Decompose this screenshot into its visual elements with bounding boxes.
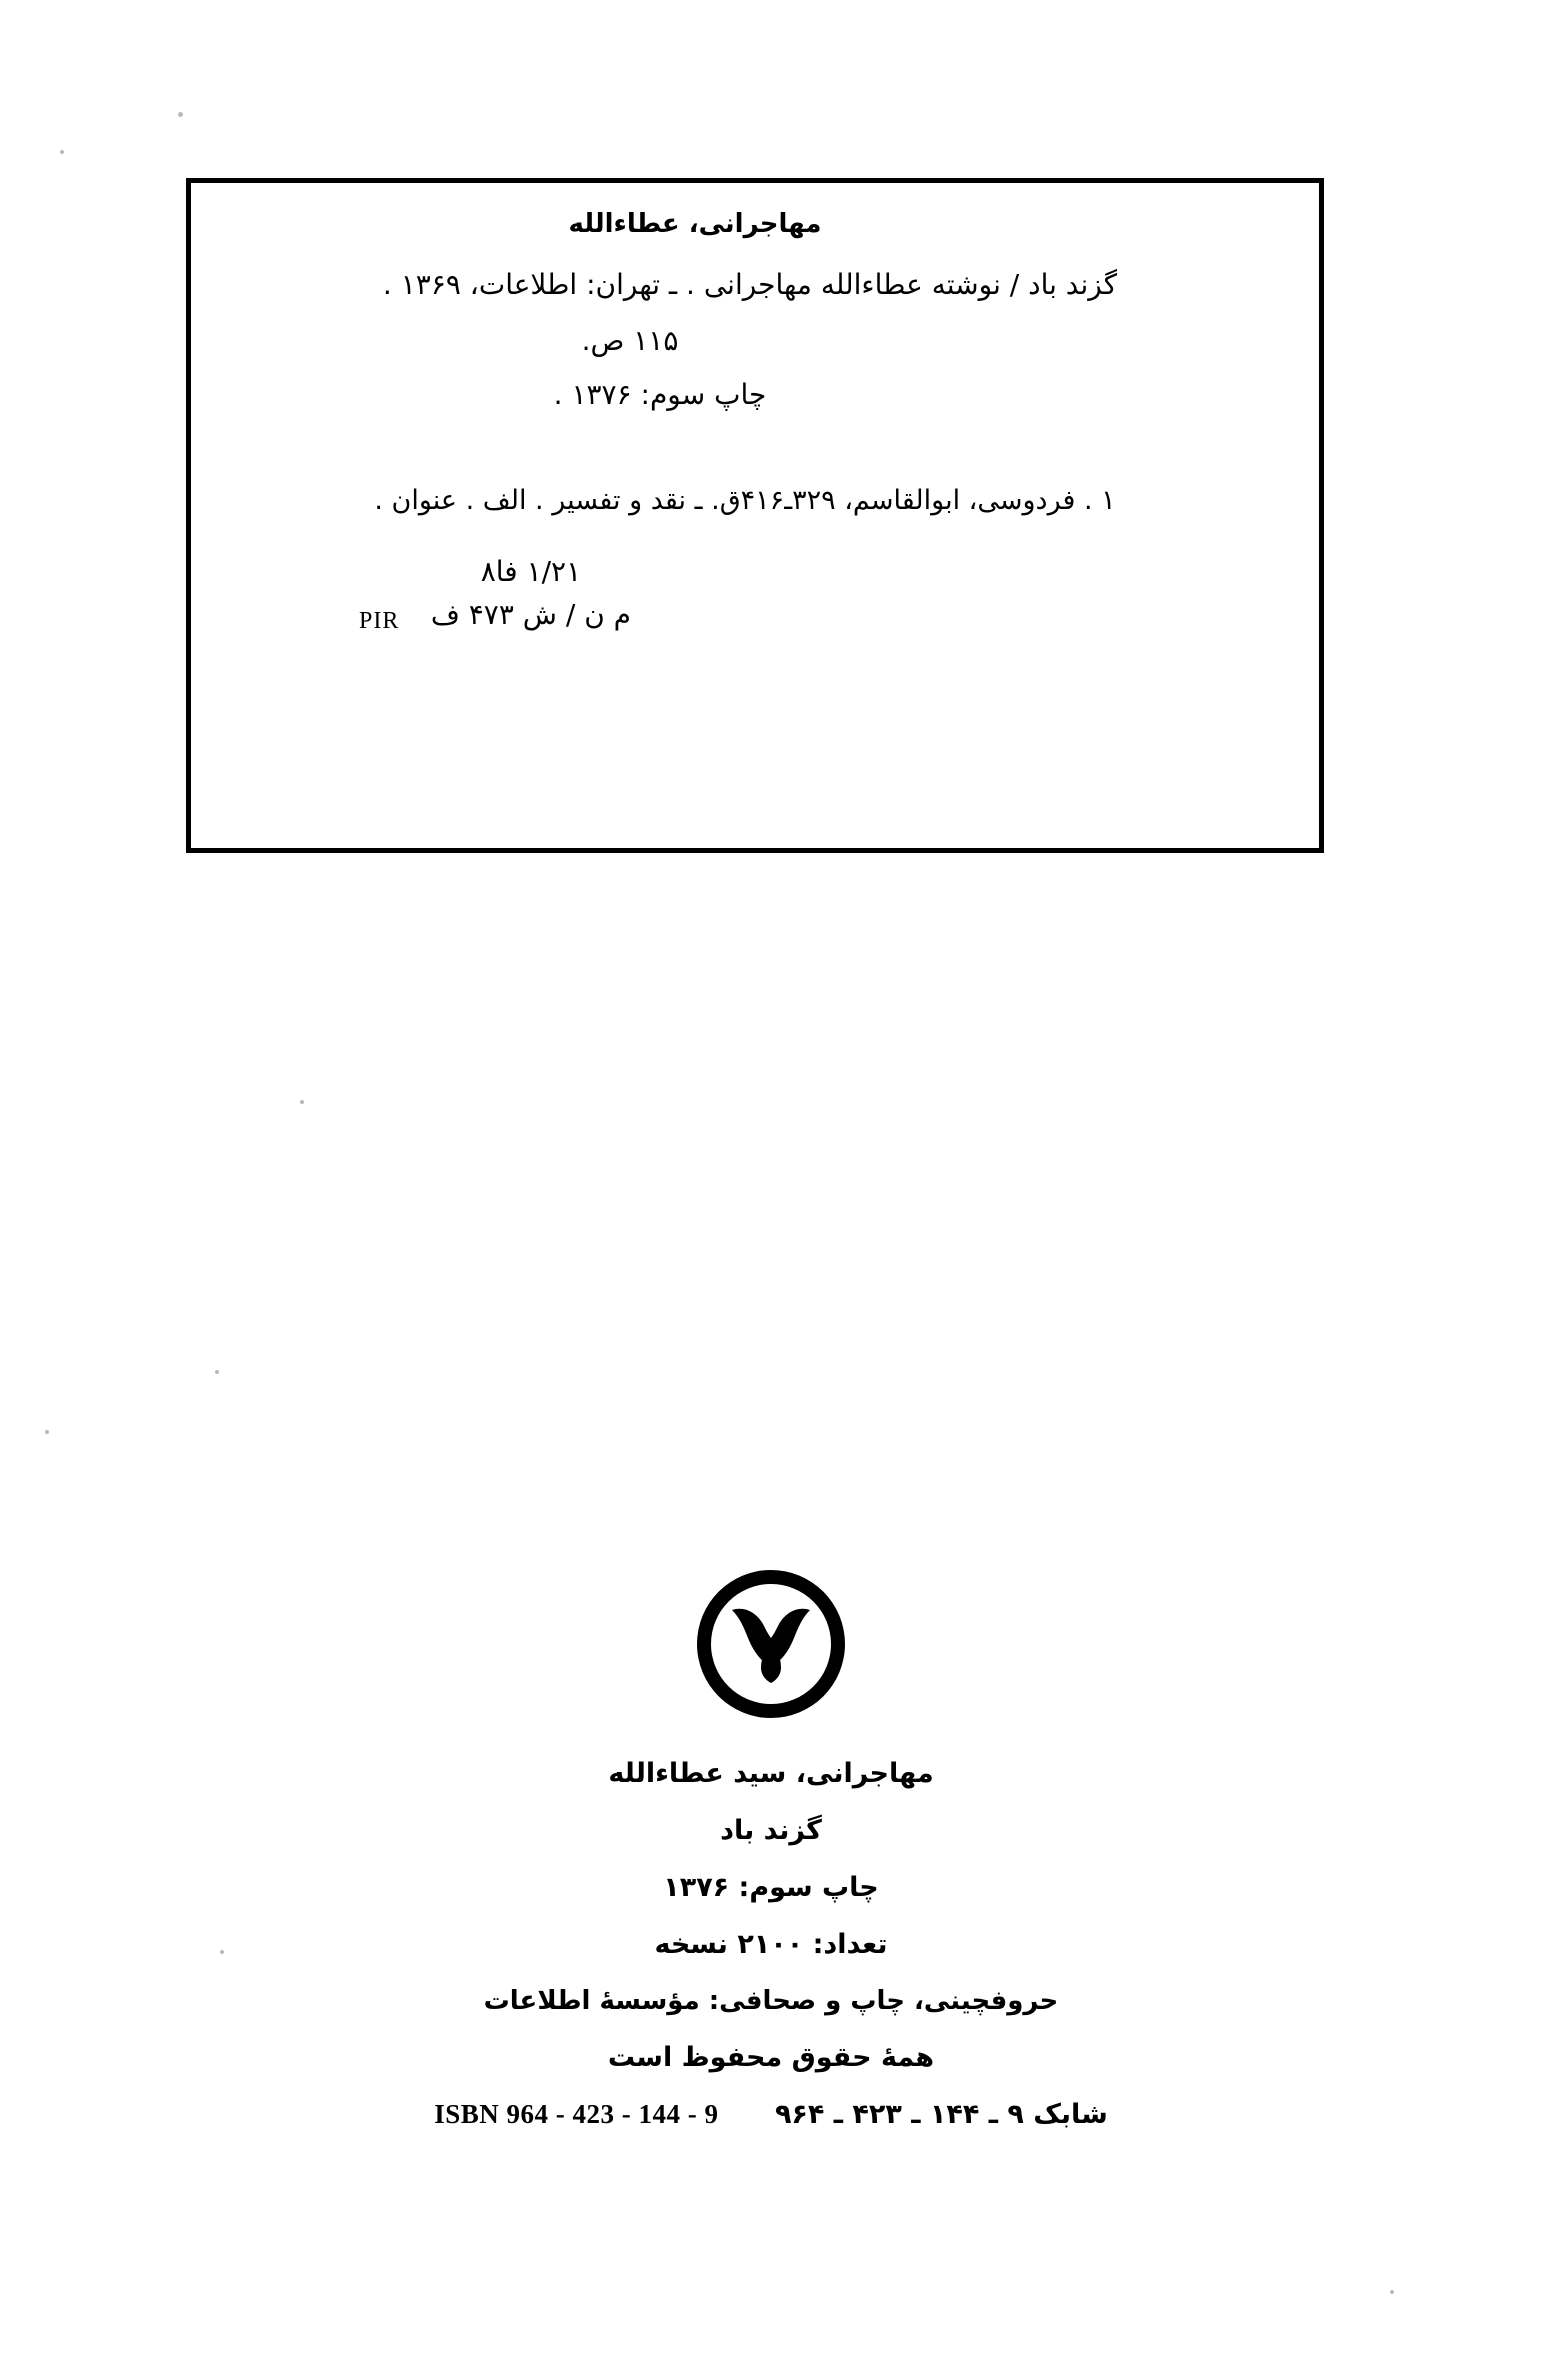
scan-speck [60, 150, 64, 154]
cip-call-number-block [239, 550, 1271, 670]
colophon-rights: همهٔ حقوق محفوظ است [607, 2042, 935, 2073]
cip-title-statement: گزند باد / نوشته عطاءالله مهاجرانی . ـ تهران: اطلاعات، ۱۳۶۹ . [382, 268, 1118, 301]
scan-speck [45, 1430, 49, 1434]
colophon-print-run: تعداد: ۲۱۰۰ نسخه [654, 1929, 888, 1960]
cip-record-box [186, 178, 1324, 853]
colophon [0, 1760, 1542, 2128]
cip-call-number-line-1: ۱/۲۱ فا۸ [480, 555, 582, 588]
colophon-title: گزند باد [720, 1815, 822, 1846]
colophon-author: مهاجرانی، سید عطاءالله [608, 1758, 934, 1789]
scan-speck [1390, 2290, 1394, 2294]
cip-subject-headings: ۱ . فردوسی، ابوالقاسم، ۳۲۹ـ۴۱۶ق. ـ نقد و تفسیر . الف . عنوان . [374, 485, 1116, 516]
colophon-isbn [0, 2101, 1542, 2128]
colophon-edition: چاپ سوم: ۱۳۷۶ [663, 1872, 879, 1903]
scan-speck [215, 1370, 219, 1374]
colophon-isbn-fa: شابک ۹ ـ ۱۴۴ ـ ۴۲۳ ـ ۹۶۴ [774, 2099, 1108, 2130]
scan-speck [220, 1950, 224, 1954]
cip-edition: چاپ سوم: ۱۳۷۶ . [553, 378, 767, 411]
ettelaat-publisher-logo [697, 1570, 845, 1718]
colophon-production: حروفچینی، چاپ و صحافی: مؤسسهٔ اطلاعات [483, 1986, 1059, 2016]
publisher-logo-wrap [0, 1570, 1542, 1718]
colophon-isbn-latin: ISBN 964 - 423 - 144 - 9 [434, 2099, 719, 2129]
cip-extent: ۱۱۵ ص. [581, 324, 679, 357]
cip-call-number [431, 550, 631, 637]
cip-classification-prefix: PIR [359, 608, 400, 634]
scan-speck [300, 1100, 304, 1104]
logo-bird-glyph [728, 1604, 814, 1686]
cip-call-number-line-2: م ن / ش ۴۷۳ ف [430, 598, 631, 632]
cip-author-heading: مهاجرانی، عطاءالله [568, 209, 822, 239]
scan-speck [178, 112, 183, 117]
